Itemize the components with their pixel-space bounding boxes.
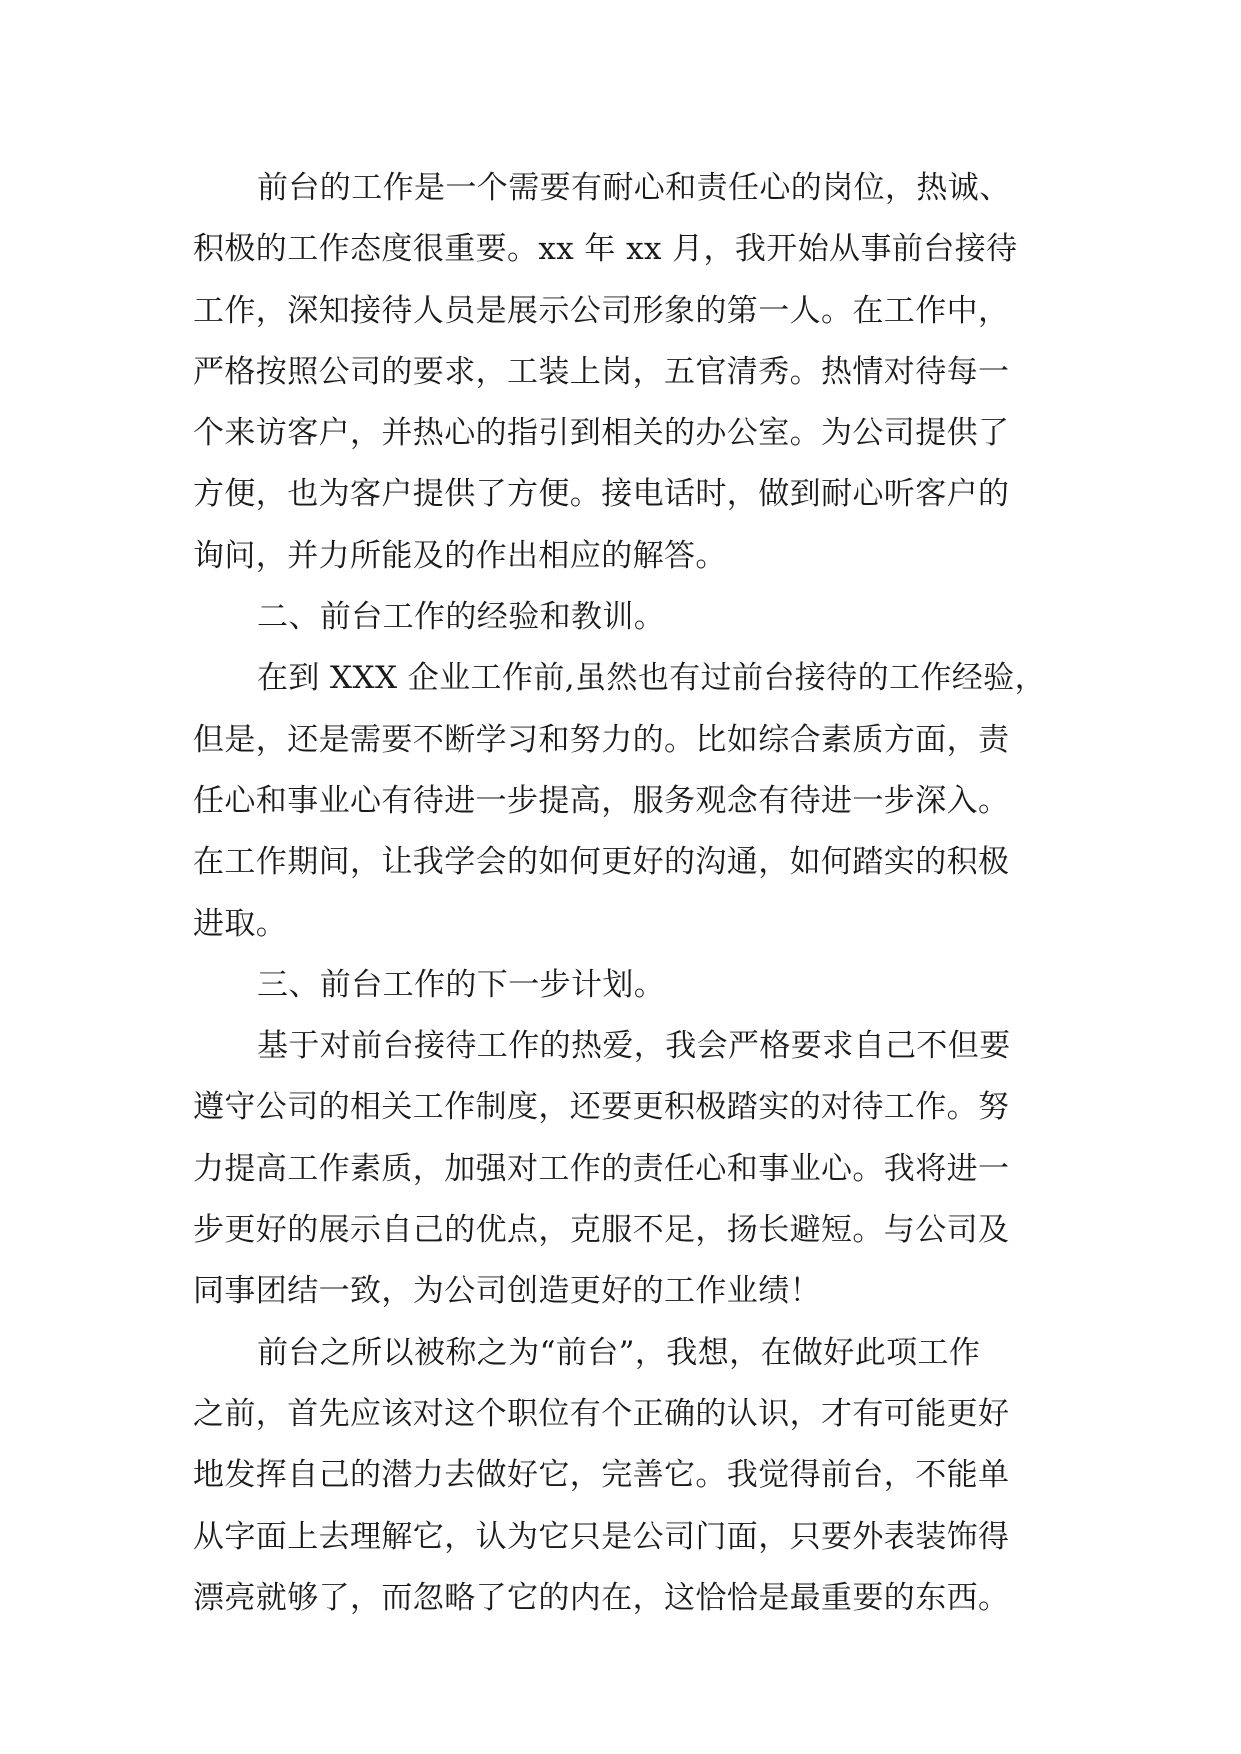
text-line: 在工作期间，让我学会的如何更好的沟通，如何踏实的积极 (193, 844, 1010, 881)
text-line: 工作，深知接待人员是展示公司形象的第一人。在工作中， (193, 292, 1010, 329)
text-line: 积极的工作态度很重要。xx 年 xx 月，我开始从事前台接待 (193, 231, 1018, 268)
text-line: 询问，并力所能及的作出相应的解答。 (193, 537, 727, 574)
text-line: 地发挥自己的潜力去做好它，完善它。我觉得前台，不能单 (193, 1457, 1010, 1494)
section-heading: 三、前台工作的下一步计划。 (257, 966, 666, 1003)
text-line: 从字面上去理解它，认为它只是公司门面，只要外表装饰得 (193, 1518, 1010, 1555)
text-line: 任心和事业心有待进一步提高，服务观念有待进一步深入。 (193, 782, 1010, 819)
text-line: 同事团结一致，为公司创造更好的工作业绩！ (193, 1273, 821, 1310)
text-line: 遵守公司的相关工作制度，还要更积极踏实的对待工作。努 (193, 1089, 1010, 1126)
text-line: 在到 XXX 企业工作前,虽然也有过前台接待的工作经验， (257, 660, 1046, 697)
text-line: 漂亮就够了，而忽略了它的内在，这恰恰是最重要的东西。 (193, 1579, 1010, 1616)
text-line: 个来访客户，并热心的指引到相关的办公室。为公司提供了 (193, 415, 1010, 452)
section-heading: 二、前台工作的经验和教训。 (257, 599, 666, 636)
text-line: 之前，首先应该对这个职位有个正确的认识，才有可能更好 (193, 1395, 1010, 1432)
text-line: 步更好的展示自己的优点，克服不足，扬长避短。与公司及 (193, 1212, 1010, 1249)
text-line: 严格按照公司的要求，工装上岗，五官清秀。热情对待每一 (193, 353, 1010, 390)
text-line: 但是，还是需要不断学习和努力的。比如综合素质方面，责 (193, 721, 1010, 758)
text-line: 前台的工作是一个需要有耐心和责任心的岗位，热诚、 (257, 170, 1011, 206)
text-line: 进取。 (193, 905, 288, 942)
text-line: 方便，也为客户提供了方便。接电话时，做到耐心听客户的 (193, 476, 1010, 513)
text-line: 基于对前台接待工作的热爱，我会严格要求自己不但要 (257, 1028, 1011, 1065)
text-line: 前台之所以被称之为“前台”，我想，在做好此项工作 (257, 1334, 981, 1371)
text-line: 力提高工作素质，加强对工作的责任心和事业心。我将进一 (193, 1150, 1010, 1187)
document-body (193, 158, 1073, 1629)
